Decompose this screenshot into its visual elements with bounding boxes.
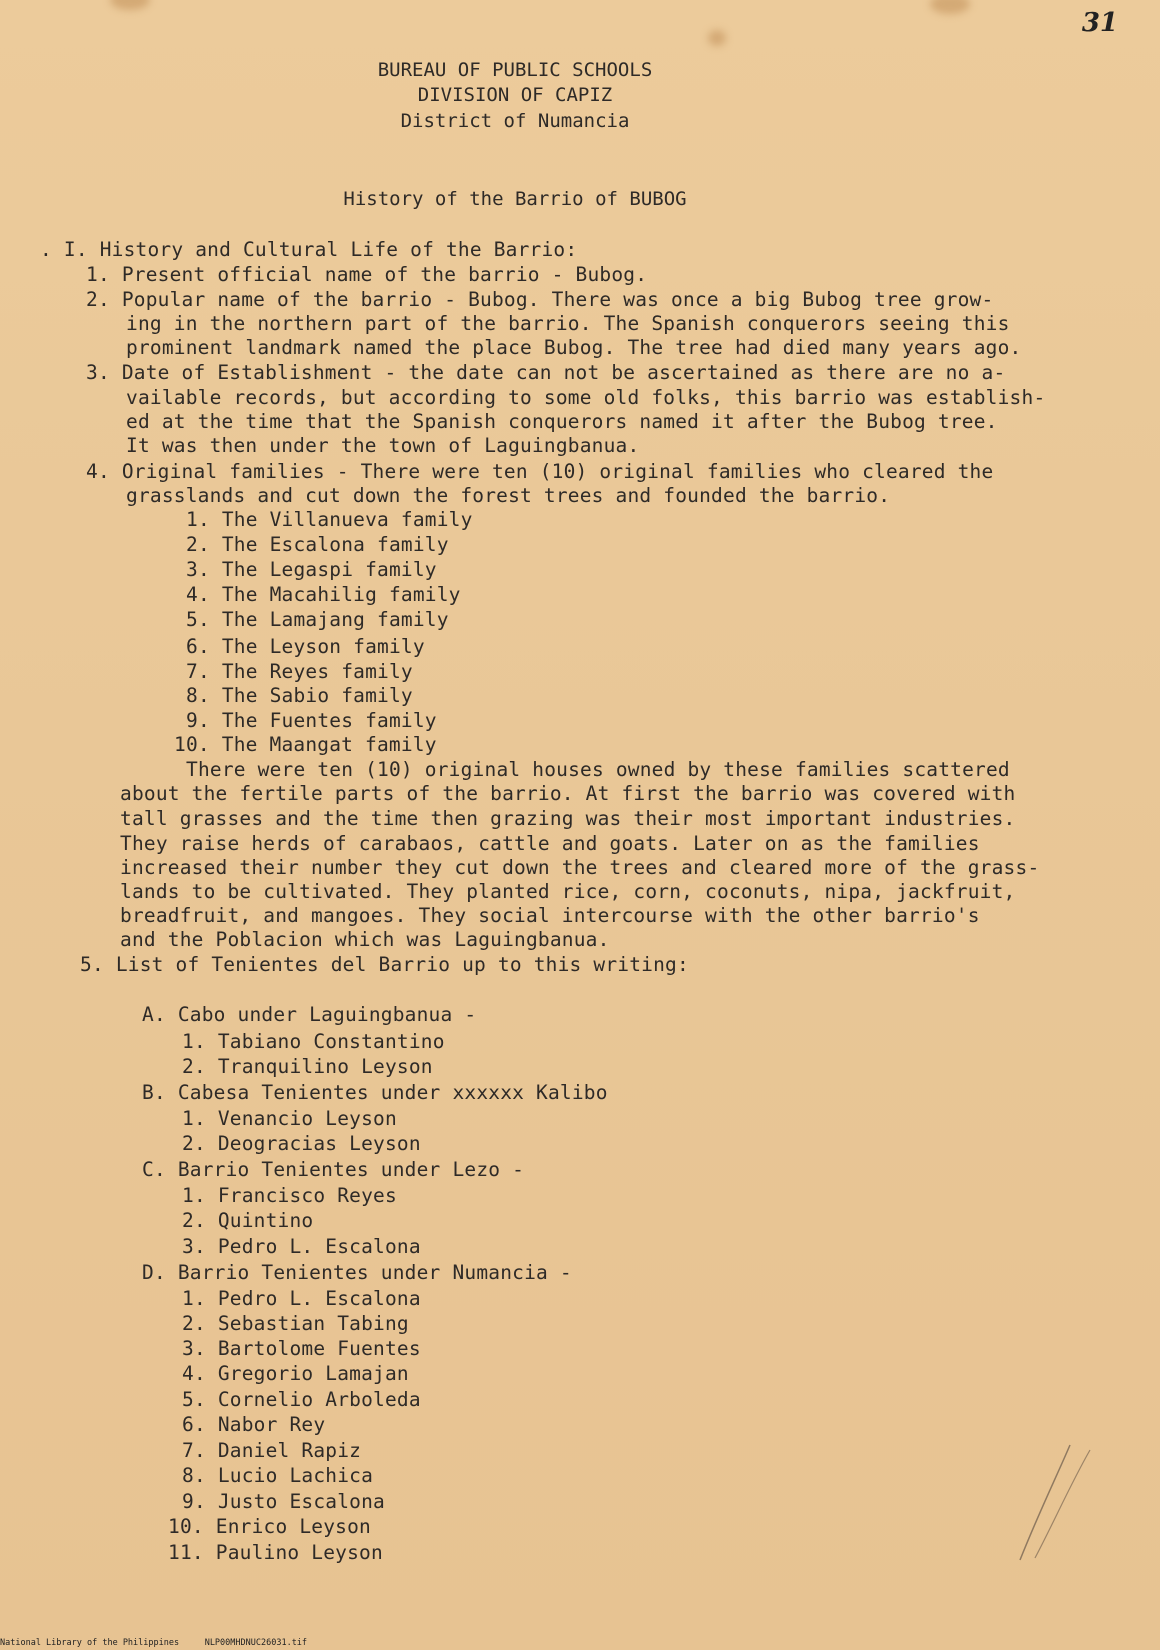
teniente-item: 1. Pedro L. Escalona [182,1287,421,1310]
subsection-a: A. Cabo under Laguingbanua - [142,1003,477,1026]
item-1: 1. Present official name of the barrio - Bubog. [86,263,648,286]
item-3-cont: vailable records, but according to some old folks, this barrio was establish- [126,386,1046,409]
teniente-item: 5. Cornelio Arboleda [182,1388,421,1411]
teniente-item: 11. Paulino Leyson [168,1541,383,1564]
paper-stain [708,30,726,46]
item-3-cont: It was then under the town of Laguingbanua. [126,434,640,457]
teniente-item: 9. Justo Escalona [182,1490,385,1513]
teniente-item: 2. Deogracias Leyson [182,1132,421,1155]
teniente-item: 2. Quintino [182,1209,314,1232]
paragraph-line: increased their number they cut down the trees and cleared more of the grass- [120,856,1040,879]
subsection-b: B. Cabesa Tenientes under xxxxxx Kalibo [142,1081,608,1104]
teniente-item: 8. Lucio Lachica [182,1464,374,1487]
paper-stain [930,0,970,14]
document-title: History of the Barrio of BUBOG [343,188,687,210]
teniente-item: 6. Nabor Rey [182,1413,326,1436]
pencil-mark-icon [1000,1440,1120,1570]
paragraph-line: They raise herds of carabaos, cattle and goats. Later on as the families [120,832,980,855]
footer-caption: National Library of the Philippines NLP00MHDNUC26031.tif [0,1638,308,1648]
family-item: 4. The Macahilig family [186,583,461,606]
family-item: 7. The Reyes family [186,660,413,683]
item-2-cont: prominent landmark named the place Bubog. The tree had died many years ago. [126,336,1022,359]
item-4: 4. Original families - There were ten (10) original families who cleared the [86,460,994,483]
family-item: 8. The Sabio family [186,684,413,707]
paragraph-line: and the Poblacion which was Laguingbanua. [120,928,610,951]
header-bureau: BUREAU OF PUBLIC SCHOOLS [377,59,653,81]
paragraph-line: There were ten (10) original houses owned by these families scattered [186,758,1010,781]
item-2-cont: ing in the northern part of the barrio. The Spanish conquerors seeing this [126,312,1010,335]
teniente-item: 10. Enrico Leyson [168,1515,371,1538]
teniente-item: 3. Bartolome Fuentes [182,1337,421,1360]
family-item: 3. The Legaspi family [186,558,437,581]
item-4-cont: grasslands and cut down the forest trees and founded the barrio. [126,484,891,507]
page-number: 31 [1081,8,1118,38]
teniente-item: 1. Francisco Reyes [182,1184,397,1207]
teniente-item: 4. Gregorio Lamajan [182,1362,409,1385]
teniente-item: 3. Pedro L. Escalona [182,1235,421,1258]
teniente-item: 7. Daniel Rapiz [182,1439,362,1462]
section-heading: . I. History and Cultural Life of the Barrio: [40,238,578,261]
item-3: 3. Date of Establishment - the date can not be ascertained as there are no a- [86,361,1006,384]
item-5: 5. List of Tenientes del Barrio up to this writing: [80,953,689,976]
header-district: District of Numancia [400,110,630,132]
family-item: 10. The Maangat family [174,733,437,756]
item-2: 2. Popular name of the barrio - Bubog. There was once a big Bubog tree grow- [86,288,994,311]
teniente-item: 1. Tabiano Constantino [182,1030,445,1053]
header-division: DIVISION OF CAPIZ [417,84,613,106]
family-item: 5. The Lamajang family [186,608,449,631]
subsection-c: C. Barrio Tenientes under Lezo - [142,1158,525,1181]
teniente-item: 2. Tranquilino Leyson [182,1055,433,1078]
family-item: 1. The Villanueva family [186,508,473,531]
teniente-item: 2. Sebastian Tabing [182,1312,409,1335]
paragraph-line: tall grasses and the time then grazing was their most important industries. [120,807,1016,830]
paragraph-line: lands to be cultivated. They planted rice, corn, coconuts, nipa, jackfruit, [120,880,1016,903]
family-item: 2. The Escalona family [186,533,449,556]
paragraph-line: about the fertile parts of the barrio. At first the barrio was covered with [120,782,1016,805]
item-3-cont: ed at the time that the Spanish conquerors named it after the Bubog tree. [126,410,998,433]
subsection-d: D. Barrio Tenientes under Numancia - [142,1261,572,1284]
teniente-item: 1. Venancio Leyson [182,1107,397,1130]
family-item: 6. The Leyson family [186,635,425,658]
paper-stain [110,0,150,10]
paragraph-line: breadfruit, and mangoes. They social intercourse with the other barrio's [120,904,980,927]
family-item: 9. The Fuentes family [186,709,437,732]
